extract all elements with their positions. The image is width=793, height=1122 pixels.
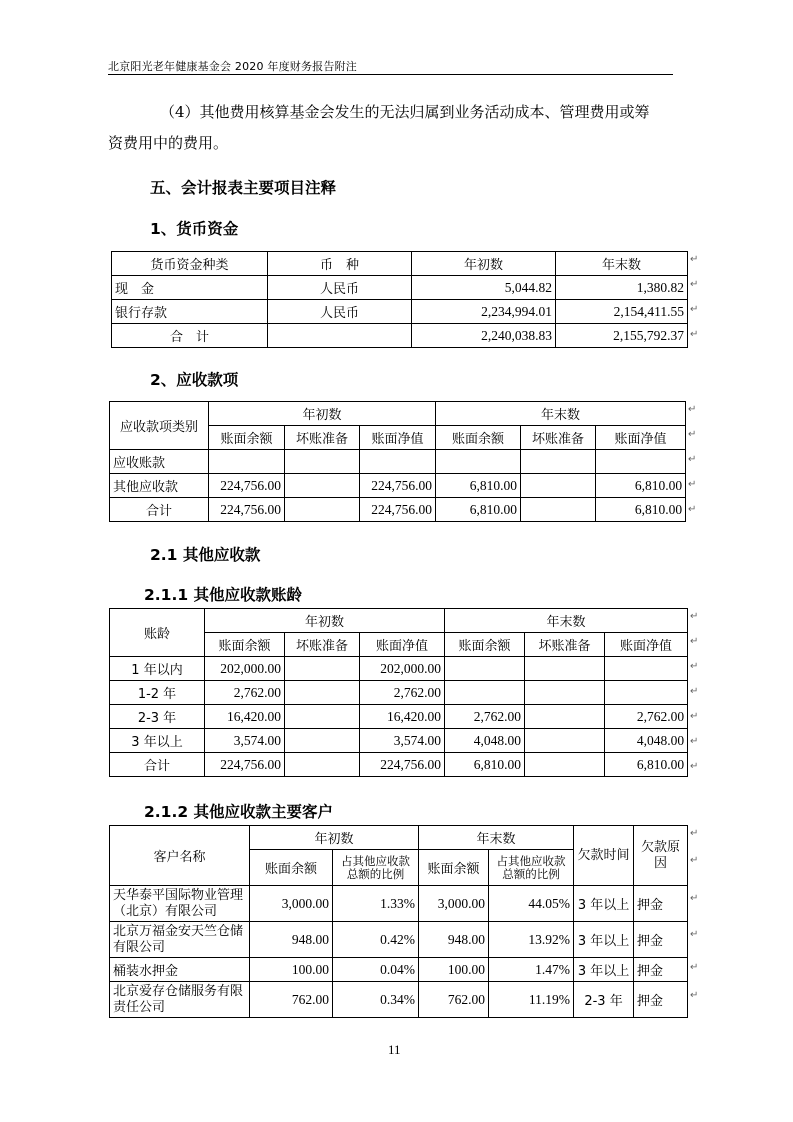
- cell: 现 金: [112, 276, 268, 300]
- header-cell: 占其他应收款总额的比例: [489, 850, 574, 886]
- intro-line-2: 资费用中的费用。: [108, 134, 229, 152]
- cell: 0.42%: [333, 922, 419, 958]
- section-5-title: 五、会计报表主要项目注释: [150, 179, 337, 197]
- cell: [209, 450, 285, 474]
- table-header-row: [110, 402, 686, 426]
- header-cell: 账面余额: [250, 850, 333, 886]
- table-total-row: [110, 498, 686, 522]
- cell: 合 计: [112, 324, 268, 348]
- cell: [521, 498, 596, 522]
- cell: [445, 681, 525, 705]
- cell: 2-3 年: [110, 705, 205, 729]
- cell: 其他应收款: [110, 474, 209, 498]
- table-total-row: [110, 753, 688, 777]
- cell: 762.00: [250, 982, 333, 1018]
- header-cell: 账面余额: [445, 633, 525, 657]
- header-cell: 账面余额: [436, 426, 521, 450]
- cell: [596, 450, 686, 474]
- table-row: [110, 681, 688, 705]
- cell-end-mark: ↵: [690, 661, 699, 672]
- table-row: [110, 450, 686, 474]
- cash-title: 1、货币资金: [150, 220, 239, 238]
- cell: 4,048.00: [605, 729, 688, 753]
- cell-end-mark: ↵: [688, 454, 697, 465]
- customers-title: 2.1.2 其他应收款主要客户: [144, 803, 334, 821]
- cell-end-mark: ↵: [688, 404, 697, 415]
- cell: 1 年以内: [110, 657, 205, 681]
- header-cell: 占其他应收款总额的比例: [333, 850, 419, 886]
- cell: 1.47%: [489, 958, 574, 982]
- cell: 人民币: [268, 276, 412, 300]
- aging-table: [109, 608, 688, 777]
- cell-end-mark: ↵: [690, 962, 699, 973]
- cell: 3 年以上: [574, 958, 634, 982]
- aging-title: 2.1.1 其他应收款账龄: [144, 586, 303, 604]
- cell-end-mark: ↵: [690, 279, 699, 290]
- cell: 3,574.00: [205, 729, 285, 753]
- cell: [285, 705, 360, 729]
- cell-end-mark: ↵: [690, 929, 699, 940]
- cell: 合计: [110, 753, 205, 777]
- cell: [521, 450, 596, 474]
- header-cell: 账面净值: [605, 633, 688, 657]
- header-cell: 账面净值: [360, 426, 436, 450]
- cell: 2-3 年: [574, 982, 634, 1018]
- header-cell: 年初数: [209, 402, 436, 426]
- cell: [285, 450, 360, 474]
- cell: [436, 450, 521, 474]
- header-cell: 坏账准备: [521, 426, 596, 450]
- cell: 5,044.82: [412, 276, 556, 300]
- cell: 100.00: [250, 958, 333, 982]
- cell: 2,234,994.01: [412, 300, 556, 324]
- cell: 948.00: [419, 922, 489, 958]
- table-row: [110, 982, 688, 1018]
- cell: 6,810.00: [596, 498, 686, 522]
- cell: 2,762.00: [360, 681, 445, 705]
- cell: 13.92%: [489, 922, 574, 958]
- cell: 224,756.00: [360, 753, 445, 777]
- cell: 0.04%: [333, 958, 419, 982]
- cell: 桶装水押金: [110, 958, 250, 982]
- cell: 100.00: [419, 958, 489, 982]
- header-cell: 年初数: [205, 609, 445, 633]
- cell-end-mark: ↵: [690, 611, 699, 622]
- table-row: [110, 474, 686, 498]
- cell: 6,810.00: [605, 753, 688, 777]
- cell: 押金: [634, 958, 688, 982]
- page-header: 北京阳光老年健康基金会 2020 年度财务报告附注: [108, 60, 357, 73]
- customers-table: [109, 825, 688, 1018]
- cell: 北京万福金安天竺仓储有限公司: [110, 922, 250, 958]
- cell: 3,574.00: [360, 729, 445, 753]
- table-row: [110, 958, 688, 982]
- cell: 1.33%: [333, 886, 419, 922]
- receivables-table: [109, 401, 686, 522]
- header-cell: 账面净值: [360, 633, 445, 657]
- header-cell: 账面净值: [596, 426, 686, 450]
- cell: 2,155,792.37: [556, 324, 688, 348]
- cell: 3,000.00: [250, 886, 333, 922]
- cell-end-mark: ↵: [690, 761, 699, 772]
- cell: 押金: [634, 982, 688, 1018]
- cell-end-mark: ↵: [690, 828, 699, 839]
- cell-end-mark: ↵: [688, 429, 697, 440]
- table-row: [110, 922, 688, 958]
- cell-end-mark: ↵: [690, 893, 699, 904]
- other-receivables-title: 2.1 其他应收款: [150, 546, 261, 564]
- table-row: [110, 705, 688, 729]
- header-cell: 币 种: [268, 252, 412, 276]
- cell: 202,000.00: [360, 657, 445, 681]
- cell: 762.00: [419, 982, 489, 1018]
- header-cell: 账面余额: [209, 426, 285, 450]
- cell: 11.19%: [489, 982, 574, 1018]
- cell: 合计: [110, 498, 209, 522]
- cell: 1,380.82: [556, 276, 688, 300]
- cell: [605, 657, 688, 681]
- header-cell: 年末数: [419, 826, 574, 850]
- cell: 2,762.00: [205, 681, 285, 705]
- header-cell: 年末数: [556, 252, 688, 276]
- header-cell: 坏账准备: [525, 633, 605, 657]
- header-cell: 应收款项类别: [110, 402, 209, 450]
- header-cell: 货币资金种类: [112, 252, 268, 276]
- cell-end-mark: ↵: [690, 329, 699, 340]
- cell: [525, 705, 605, 729]
- cell: [605, 681, 688, 705]
- cell: 4,048.00: [445, 729, 525, 753]
- cell: 16,420.00: [205, 705, 285, 729]
- header-cell: 客户名称: [110, 826, 250, 886]
- cell: 16,420.00: [360, 705, 445, 729]
- cell: 224,756.00: [209, 498, 285, 522]
- cell: 押金: [634, 886, 688, 922]
- cell: [360, 450, 436, 474]
- table-header-row: [110, 826, 688, 850]
- header-cell: 年末数: [436, 402, 686, 426]
- table-header-row: [112, 252, 688, 276]
- cell: 6,810.00: [436, 474, 521, 498]
- cell: 6,810.00: [436, 498, 521, 522]
- header-cell: 欠款原因: [634, 826, 688, 886]
- header-rule: [108, 74, 673, 75]
- table-header-row: [110, 609, 688, 633]
- cell: 2,240,038.83: [412, 324, 556, 348]
- header-cell: 坏账准备: [285, 426, 360, 450]
- cell: 应收账款: [110, 450, 209, 474]
- cell: 0.34%: [333, 982, 419, 1018]
- cash-table: [111, 251, 688, 348]
- cell-end-mark: ↵: [688, 479, 697, 490]
- cell: 人民币: [268, 300, 412, 324]
- cell: 6,810.00: [445, 753, 525, 777]
- cell: 1-2 年: [110, 681, 205, 705]
- header-cell: 账面余额: [205, 633, 285, 657]
- page-number: 11: [388, 1042, 401, 1057]
- cell: [525, 657, 605, 681]
- table-row: [112, 276, 688, 300]
- cell: 202,000.00: [205, 657, 285, 681]
- cell: [445, 657, 525, 681]
- receivables-title: 2、应收款项: [150, 371, 239, 389]
- table-row: [110, 886, 688, 922]
- table-row: [110, 657, 688, 681]
- table-row: [112, 300, 688, 324]
- cell: 押金: [634, 922, 688, 958]
- header-cell: 欠款时间: [574, 826, 634, 886]
- cell: [285, 681, 360, 705]
- header-cell: 账面余额: [419, 850, 489, 886]
- cell-end-mark: ↵: [690, 254, 699, 265]
- cell: [268, 324, 412, 348]
- cell: [525, 729, 605, 753]
- cell: [285, 474, 360, 498]
- cell-end-mark: ↵: [690, 304, 699, 315]
- cell-end-mark: ↵: [690, 711, 699, 722]
- cell-end-mark: ↵: [688, 504, 697, 515]
- cell: 天华泰平国际物业管理（北京）有限公司: [110, 886, 250, 922]
- table-total-row: [112, 324, 688, 348]
- intro-line-1: （4）其他费用核算基金会发生的无法归属到业务活动成本、管理费用或筹: [160, 103, 650, 121]
- table-row: [110, 729, 688, 753]
- cell: [525, 753, 605, 777]
- cell-end-mark: ↵: [690, 855, 699, 866]
- cell: [285, 498, 360, 522]
- cell: 2,762.00: [605, 705, 688, 729]
- header-cell: 年末数: [445, 609, 688, 633]
- cell: 6,810.00: [596, 474, 686, 498]
- cell-end-mark: ↵: [690, 990, 699, 1001]
- cell: 3 年以上: [574, 922, 634, 958]
- cell: 224,756.00: [205, 753, 285, 777]
- cell-end-mark: ↵: [690, 736, 699, 747]
- header-cell: 账龄: [110, 609, 205, 657]
- cell: [285, 657, 360, 681]
- cell: [525, 681, 605, 705]
- header-cell: 坏账准备: [285, 633, 360, 657]
- header-cell: 年初数: [250, 826, 419, 850]
- cell: [285, 753, 360, 777]
- header-cell: 年初数: [412, 252, 556, 276]
- cell: [521, 474, 596, 498]
- cell: 2,762.00: [445, 705, 525, 729]
- cell: 224,756.00: [209, 474, 285, 498]
- cell: 3,000.00: [419, 886, 489, 922]
- cell: 北京爱存仓储服务有限责任公司: [110, 982, 250, 1018]
- cell: 948.00: [250, 922, 333, 958]
- cell-end-mark: ↵: [690, 686, 699, 697]
- cell: 银行存款: [112, 300, 268, 324]
- cell: [285, 729, 360, 753]
- cell: 224,756.00: [360, 498, 436, 522]
- cell: 44.05%: [489, 886, 574, 922]
- cell: 3 年以上: [574, 886, 634, 922]
- cell-end-mark: ↵: [690, 636, 699, 647]
- cell: 2,154,411.55: [556, 300, 688, 324]
- cell: 3 年以上: [110, 729, 205, 753]
- cell: 224,756.00: [360, 474, 436, 498]
